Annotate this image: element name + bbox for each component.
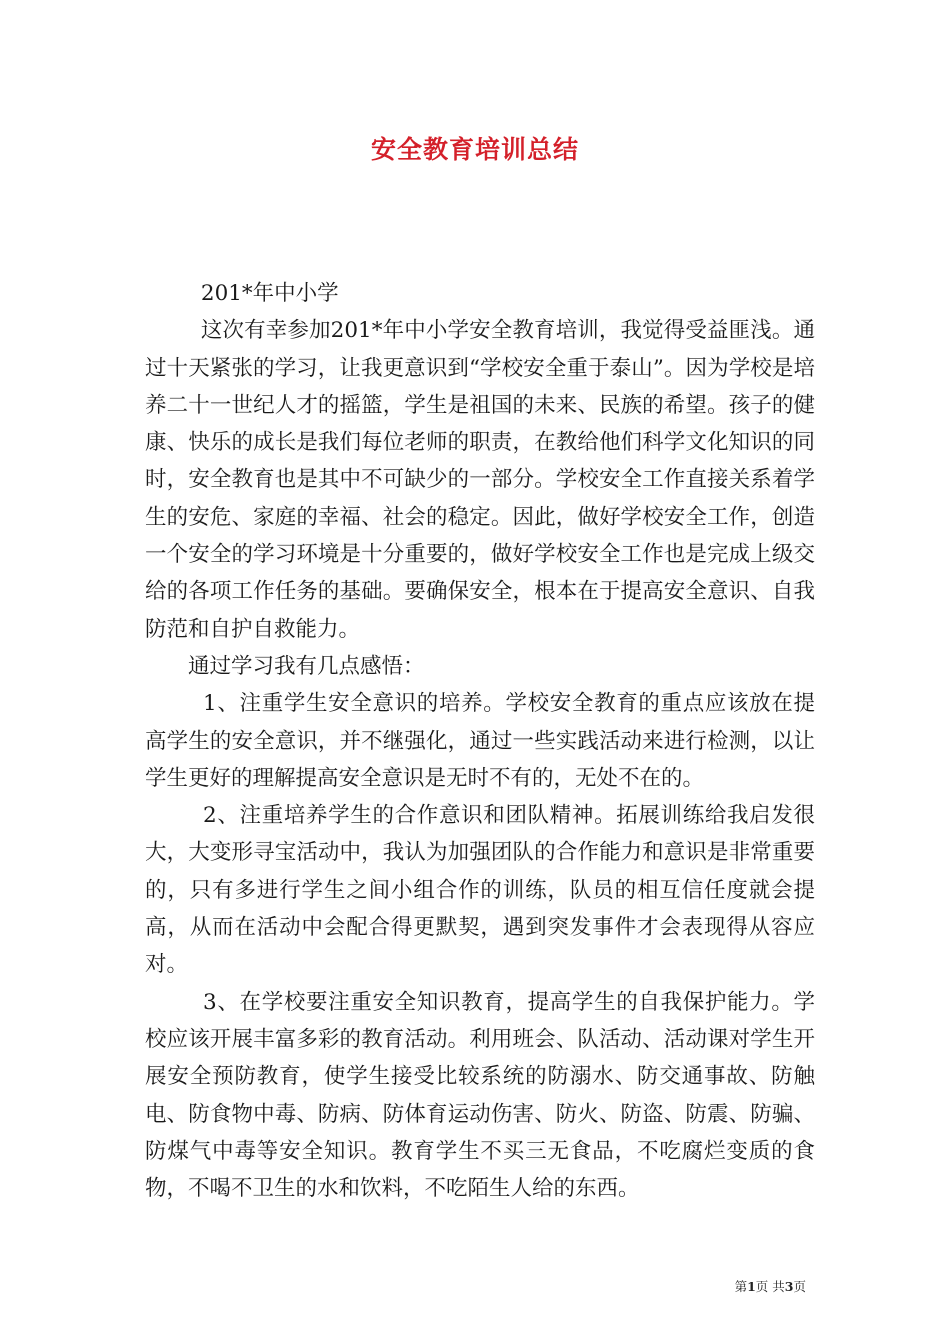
footer-suffix: 页 <box>793 1279 806 1294</box>
page-number-footer <box>0 1279 806 1295</box>
footer-total-pages: 3 <box>784 1279 794 1294</box>
footer-current-page: 1 <box>747 1279 756 1294</box>
document-body <box>145 275 815 1207</box>
document-title: 安全教育培训总结 <box>370 135 579 164</box>
paragraph-intro: 这次有幸参加201*年中小学安全教育培训，我觉得受益匪浅。通过十天紧张的学习，让我更意识到“学校安全重于泰山”。因为学校是培养二十一世纪人才的摇篮，学生是祖国的未来、民族的希望。孩子的健康、快乐的成长是我们每位老师的职责，在教给他们科学文化知识的同时，安全教育也是其中不可缺少的一部分。学校安全工作直接关系着学生的安危、家庭的幸福、社会的稳定。因此，做好学校安全工作，创造一个安全的学习环境是十分重要的，做好学校安全工作也是完成上级交给的各项工作任务的基础。要确保安全，根本在于提高安全意识、自我防范和自护自救能力。 <box>145 318 815 642</box>
paragraph-insights-lead: 通过学习我有几点感悟： <box>188 653 425 679</box>
paragraph-point-2: 2、注重培养学生的合作意识和团队精神。拓展训练给我启发很大，大变形寻宝活动中，我认为加强团队的合作能力和意识是非常重要的，只有多进行学生之间小组合作的训练，队员的相互信任度就会提高，从而在活动中会配合得更默契，遇到突发事件才会表现得从容应对。 <box>145 803 815 978</box>
paragraph-heading-year: 201*年中小学 <box>200 281 339 306</box>
footer-middle: 页 共 <box>755 1279 785 1294</box>
footer-prefix: 第 <box>734 1279 748 1294</box>
paragraph-point-3: 3、在学校要注重安全知识教育，提高学生的自我保护能力。学校应该开展丰富多彩的教育活动。利用班会、队活动、活动课对学生开展安全预防教育，使学生接受比较系统的防溺水、防交通事故、防触电、防食物中毒、防病、防体育运动伤害、防火、防盗、防震、防骗、防煤气中毒等安全知识。教育学生不买三无食品，不吃腐烂变质的食物，不喝不卫生的水和饮料，不吃陌生人给的东西。 <box>145 989 815 1202</box>
paragraph-point-1: 1、注重学生安全意识的培养。学校安全教育的重点应该放在提高学生的安全意识，并不继强化，通过一些实践活动来进行检测，以让学生更好的理解提高安全意识是无时不有的，无处不在的。 <box>145 691 815 791</box>
